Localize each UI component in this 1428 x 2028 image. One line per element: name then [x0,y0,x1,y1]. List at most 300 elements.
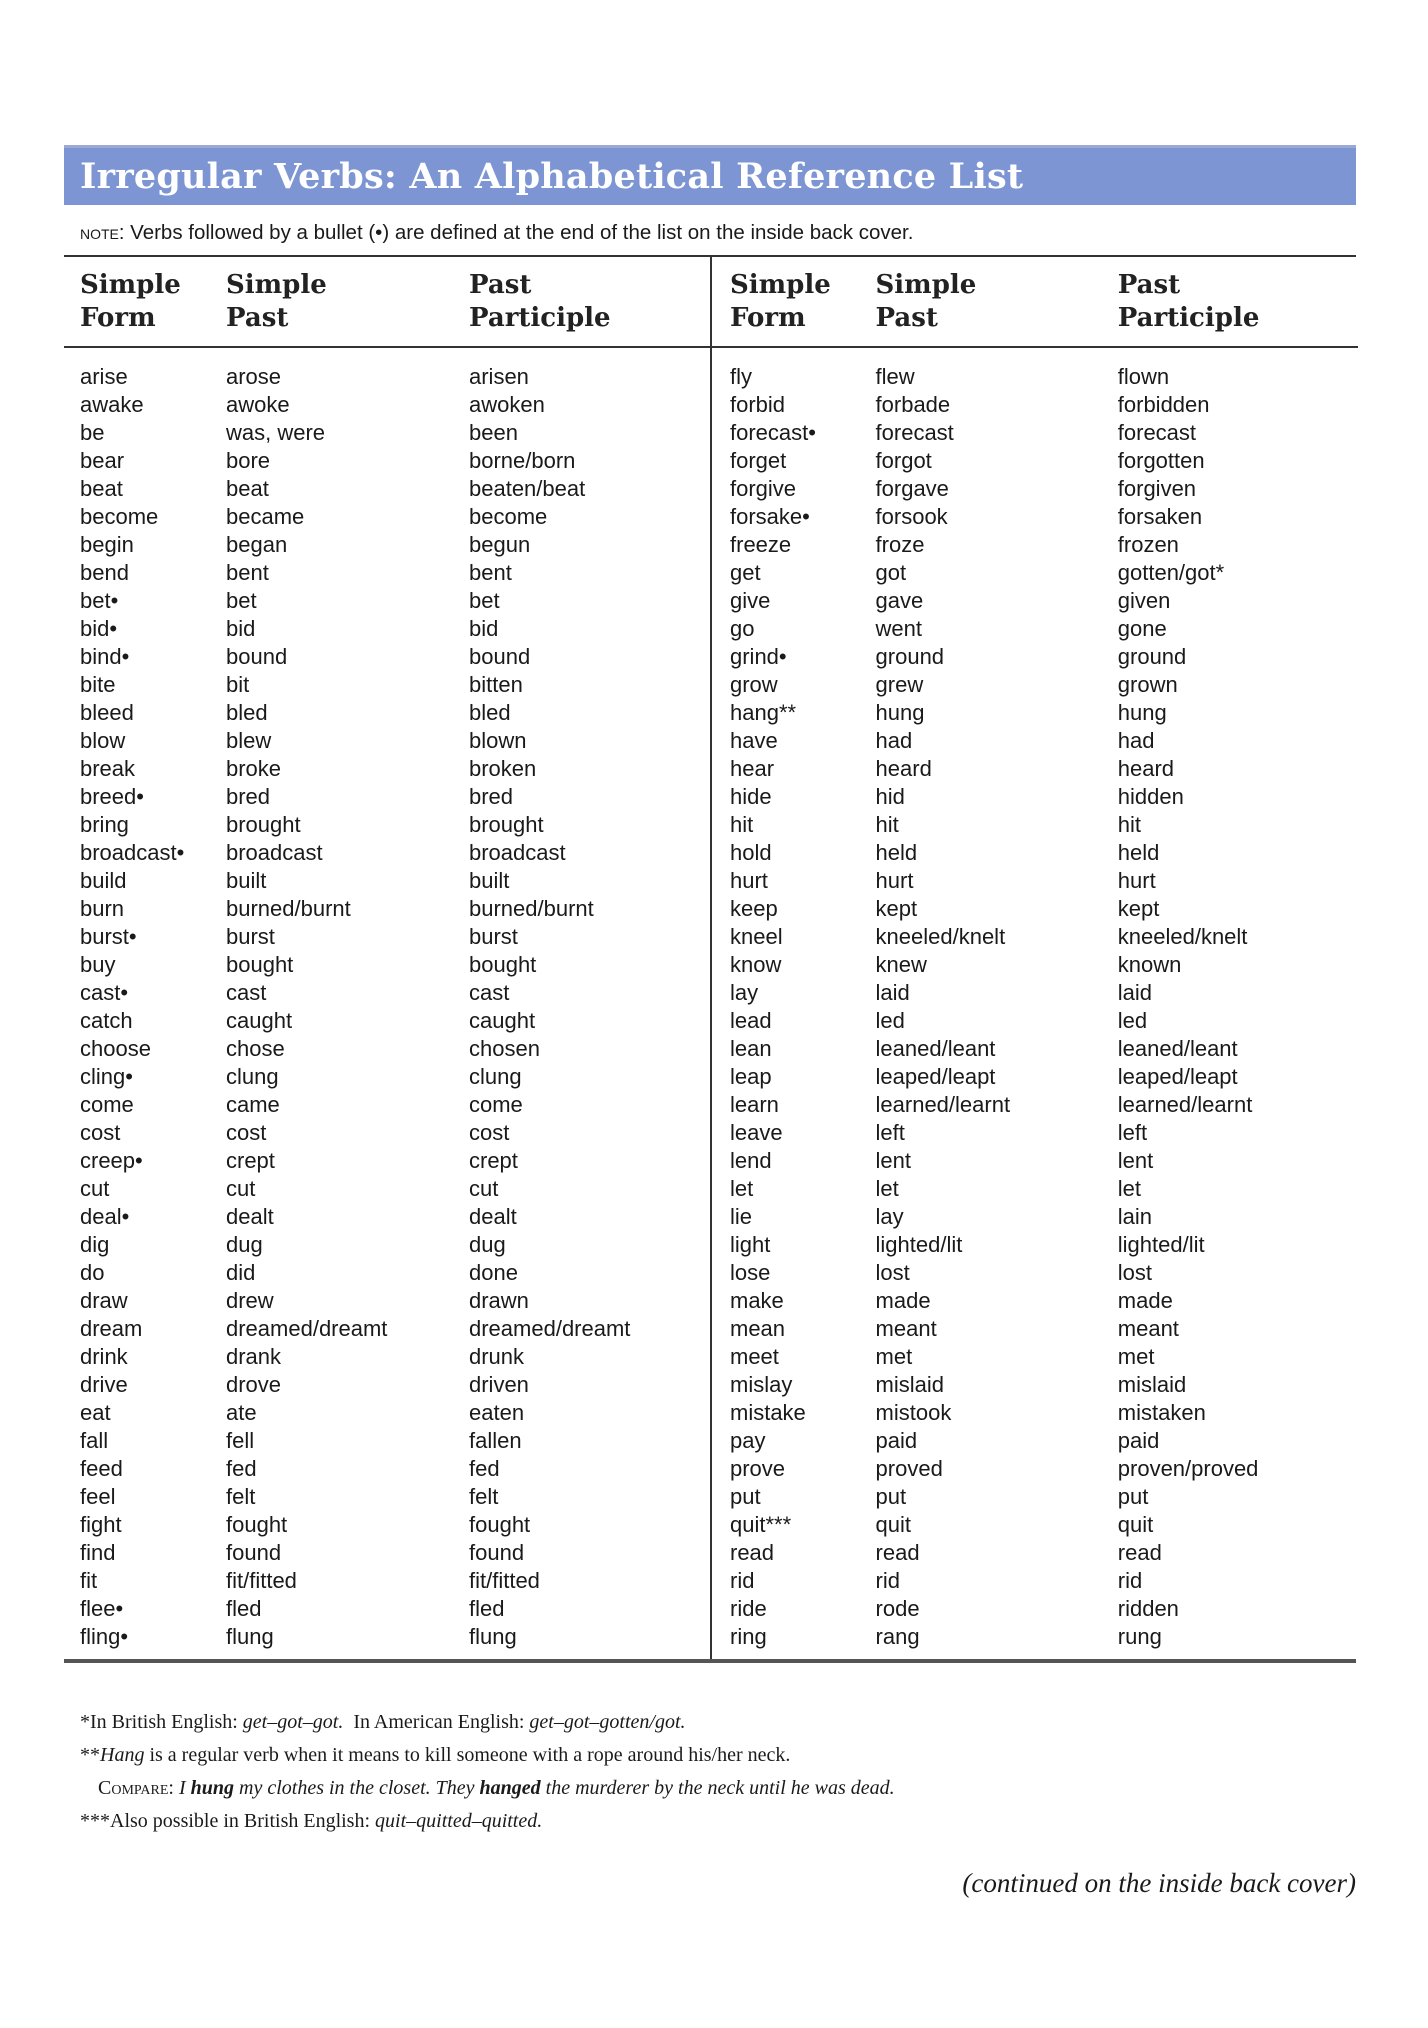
past-participle-cell: burned/burnt [469,896,594,921]
simple-past-cell: bred [226,784,271,809]
footnote-compare: Compare: I hung my clothes in the closet. They hanged the murderer by the neck until he was dead. [98,1777,895,1799]
past-participle-cell: lost [1117,1260,1153,1285]
past-participle-cell: read [1117,1540,1162,1565]
simple-past-cell: got [875,560,907,585]
simple-form-cell: dig [80,1232,110,1257]
past-participle-cell: dealt [469,1204,517,1229]
header-past-participle: Past Participle [469,270,611,333]
simple-form-cell: ride [730,1596,767,1621]
past-participle-cell: bent [469,560,512,585]
past-participle-cell: fallen [469,1428,522,1453]
simple-past-cell: fought [226,1512,288,1537]
past-participle-cell: bid [469,616,499,641]
simple-past-cell: gave [875,588,924,613]
table-row [712,503,1358,531]
simple-past-cell: drove [226,1372,282,1397]
simple-form-cell: broadcast• [80,840,185,865]
simple-form-cell: dream [80,1316,143,1341]
table-row [64,1287,710,1315]
simple-past-cell: held [875,840,918,865]
table-row [64,419,710,447]
page-title: Irregular Verbs: An Alphabetical Reference List [80,156,1024,197]
table-row [64,1007,710,1035]
past-participle-cell: broken [469,756,537,781]
past-participle-cell: heard [1117,756,1175,781]
past-participle-cell: kneeled/knelt [1117,924,1248,949]
simple-form-cell: arise [80,364,128,389]
bottom-rule [64,1659,1356,1663]
simple-past-cell: lay [875,1204,904,1229]
table-row [64,727,710,755]
past-participle-cell: eaten [469,1400,525,1425]
table-row [64,1231,710,1259]
table-row [64,643,710,671]
past-participle-cell: hung [1117,700,1167,725]
simple-form-cell: draw [80,1288,128,1313]
table-row [64,1399,710,1427]
simple-past-cell: read [875,1540,920,1565]
simple-form-cell: lie [730,1204,753,1229]
table-row [64,1483,710,1511]
past-participle-cell: flung [469,1624,517,1649]
table-row [712,1231,1358,1259]
simple-form-cell: grow [730,672,778,697]
simple-past-cell: proved [875,1456,943,1481]
past-participle-cell: fought [469,1512,531,1537]
past-participle-cell: come [469,1092,523,1117]
table-row [712,895,1358,923]
simple-past-cell: mistook [875,1400,952,1425]
simple-past-cell: flew [875,364,915,389]
verb-table-right [712,257,1358,1659]
past-participle-cell: let [1117,1176,1142,1201]
simple-past-cell: broadcast [226,840,323,865]
table-row [64,475,710,503]
table-row [712,783,1358,811]
simple-past-cell: burned/burnt [226,896,351,921]
table-row [712,531,1358,559]
table-row [64,1623,710,1651]
simple-form-cell: beat [80,476,123,501]
simple-past-cell: brought [226,812,301,837]
simple-past-cell: crept [226,1148,275,1173]
table-row [64,979,710,1007]
simple-past-cell: quit [875,1512,912,1537]
table-row [64,1175,710,1203]
table-header [712,257,1358,348]
simple-form-cell: have [730,728,778,753]
simple-past-cell: drank [226,1344,282,1369]
past-participle-cell: led [1117,1008,1148,1033]
simple-form-cell: drive [80,1372,128,1397]
simple-form-cell: read [730,1540,775,1565]
past-participle-cell: left [1117,1120,1148,1145]
simple-form-cell: bear [80,448,125,473]
simple-form-cell: cast• [80,980,129,1005]
note-line [64,205,1356,257]
table-row [712,447,1358,475]
table-row [712,1035,1358,1063]
simple-form-cell: mistake [730,1400,806,1425]
simple-past-cell: lighted/lit [875,1232,963,1257]
table-row [64,1455,710,1483]
simple-past-cell: built [226,868,267,893]
simple-past-cell: hid [875,784,905,809]
simple-form-cell: leave [730,1120,783,1145]
simple-past-cell: forbade [875,392,951,417]
past-participle-cell: bet [469,588,500,613]
past-participle-cell: awoken [469,392,545,417]
simple-past-cell: beat [226,476,269,501]
simple-past-cell: leaped/leapt [875,1064,996,1089]
simple-past-cell: rode [875,1596,920,1621]
simple-past-cell: forecast [875,420,954,445]
footnote-2: **Hang is a regular verb when it means to kill someone with a rope around his/her neck. [80,1744,791,1766]
simple-past-cell: laid [875,980,910,1005]
past-participle-cell: flown [1117,364,1170,389]
simple-form-cell: breed• [80,784,144,809]
past-participle-cell: done [469,1260,518,1285]
simple-past-cell: bound [226,644,288,669]
past-participle-cell: beaten/beat [469,476,586,501]
simple-form-cell: kneel [730,924,783,949]
table-row [64,587,710,615]
simple-form-cell: ring [730,1624,767,1649]
simple-form-cell: catch [80,1008,133,1033]
past-participle-cell: hurt [1117,868,1156,893]
past-participle-cell: cast [469,980,510,1005]
table-row [712,1287,1358,1315]
past-participle-cell: broadcast [469,840,566,865]
simple-form-cell: fit [80,1568,98,1593]
simple-form-cell: bleed [80,700,134,725]
simple-form-cell: meet [730,1344,779,1369]
simple-form-cell: keep [730,896,778,921]
table-row [64,531,710,559]
table-row [712,1315,1358,1343]
simple-past-cell: felt [226,1484,256,1509]
table-row [712,1399,1358,1427]
simple-form-cell: prove [730,1456,786,1481]
table-row [64,783,710,811]
past-participle-cell: bound [469,644,531,669]
simple-past-cell: dug [226,1232,263,1257]
simple-past-cell: awoke [226,392,290,417]
simple-form-cell: freeze [730,532,792,557]
past-participle-cell: dreamed/dreamt [469,1316,631,1341]
simple-past-cell: bent [226,560,269,585]
simple-past-cell: made [875,1288,931,1313]
simple-past-cell: learned/learnt [875,1092,1011,1117]
simple-form-cell: buy [80,952,116,977]
simple-form-cell: become [80,504,159,529]
simple-past-cell: mislaid [875,1372,944,1397]
past-participle-cell: chosen [469,1036,540,1061]
table-row [712,1343,1358,1371]
past-participle-cell: forgiven [1117,476,1197,501]
simple-past-cell: had [875,728,913,753]
past-participle-cell: quit [1117,1512,1154,1537]
past-participle-cell: fled [469,1596,505,1621]
simple-past-cell: broke [226,756,282,781]
simple-past-cell: lent [875,1148,912,1173]
past-participle-cell: borne/born [469,448,576,473]
footnote-3: ***Also possible in British English: quit–quitted–quitted. [80,1810,543,1832]
table-row [64,447,710,475]
simple-past-cell: rang [875,1624,920,1649]
past-participle-cell: begun [469,532,531,557]
past-participle-cell: meant [1117,1316,1179,1341]
simple-form-cell: build [80,868,127,893]
simple-past-cell: went [875,616,923,641]
table-row [64,1203,710,1231]
simple-form-cell: bind• [80,644,130,669]
simple-form-cell: get [730,560,761,585]
table-row [64,671,710,699]
simple-form-cell: choose [80,1036,151,1061]
table-row [712,1063,1358,1091]
past-participle-cell: paid [1117,1428,1160,1453]
table-row [64,951,710,979]
simple-form-cell: mean [730,1316,786,1341]
table-row [712,615,1358,643]
simple-past-cell: chose [226,1036,285,1061]
simple-form-cell: hit [730,812,754,837]
past-participle-cell: caught [469,1008,536,1033]
simple-past-cell: hit [875,812,899,837]
simple-past-cell: cost [226,1120,267,1145]
table-row [64,1035,710,1063]
table-row [712,363,1358,391]
simple-form-cell: know [730,952,782,977]
simple-form-cell: forget [730,448,787,473]
simple-past-cell: fit/fitted [226,1568,297,1593]
table-row [712,1539,1358,1567]
simple-past-cell: cut [226,1176,256,1201]
table-row [712,419,1358,447]
table-row [712,559,1358,587]
past-participle-cell: grown [1117,672,1178,697]
table-row [712,1175,1358,1203]
past-participle-cell: frozen [1117,532,1179,557]
past-participle-cell: dug [469,1232,506,1257]
simple-form-cell: lend [730,1148,772,1173]
past-participle-cell: rung [1117,1624,1162,1649]
table-row [712,1119,1358,1147]
past-participle-cell: brought [469,812,544,837]
table-row [64,559,710,587]
past-participle-cell: met [1117,1344,1155,1369]
simple-past-cell: blew [226,728,272,753]
past-participle-cell: lain [1117,1204,1153,1229]
simple-past-cell: forgave [875,476,949,501]
past-participle-cell: known [1117,952,1182,977]
simple-form-cell: grind• [730,644,787,669]
simple-past-cell: burst [226,924,275,949]
simple-form-cell: rid [730,1568,755,1593]
simple-past-cell: knew [875,952,927,977]
simple-form-cell: burn [80,896,125,921]
simple-past-cell: fell [226,1428,255,1453]
simple-form-cell: forsake• [730,504,810,529]
simple-past-cell: leaned/leant [875,1036,996,1061]
past-participle-cell: kept [1117,896,1160,921]
simple-past-cell: bore [226,448,271,473]
past-participle-cell: drunk [469,1344,525,1369]
simple-form-cell: feed [80,1456,123,1481]
past-participle-cell: drawn [469,1288,529,1313]
table-row [712,1371,1358,1399]
header-past-participle: Past Participle [1117,270,1260,333]
past-participle-cell: clung [469,1064,522,1089]
continued-note: (continued on the inside back cover) [962,1868,1356,1898]
table-row [712,587,1358,615]
table-row [64,1595,710,1623]
table-row [712,1427,1358,1455]
simple-form-cell: cost [80,1120,121,1145]
table-row [64,1063,710,1091]
simple-form-cell: find [80,1540,116,1565]
simple-form-cell: bid• [80,616,118,641]
past-participle-cell: hit [1117,812,1142,837]
table-row [712,1595,1358,1623]
simple-past-cell: bought [226,952,294,977]
past-participle-cell: lent [1117,1148,1154,1173]
simple-form-cell: learn [730,1092,779,1117]
past-participle-cell: burst [469,924,518,949]
simple-form-cell: quit*** [730,1512,792,1537]
simple-form-cell: creep• [80,1148,143,1173]
simple-past-cell: grew [875,672,924,697]
simple-form-cell: mislay [730,1372,793,1397]
simple-form-cell: awake [80,392,144,417]
past-participle-cell: built [469,868,510,893]
past-participle-cell: forbidden [1117,392,1210,417]
simple-form-cell: break [80,756,136,781]
footnote-1: *In British English: get–got–got. In American English: get–got–gotten/got. [80,1711,686,1733]
table-row [64,1539,710,1567]
simple-form-cell: forbid [730,392,786,417]
simple-past-cell: fled [226,1596,262,1621]
simple-form-cell: let [730,1176,754,1201]
past-participle-cell: been [469,420,518,445]
past-participle-cell: ground [1117,644,1187,669]
table-row [712,1511,1358,1539]
simple-past-cell: began [226,532,288,557]
past-participle-cell: bought [469,952,537,977]
simple-past-cell: flung [226,1624,274,1649]
simple-form-cell: deal• [80,1204,130,1229]
table-row [712,923,1358,951]
simple-form-cell: bet• [80,588,119,613]
table-row [64,503,710,531]
table-row [64,363,710,391]
table-row [712,951,1358,979]
past-participle-cell: blown [469,728,527,753]
simple-past-cell: forgot [875,448,932,473]
verb-table-left [64,257,712,1659]
title-bar [64,145,1356,205]
simple-form-cell: make [730,1288,784,1313]
simple-past-cell: bled [226,700,268,725]
past-participle-cell: given [1117,588,1171,613]
past-participle-cell: become [469,504,548,529]
simple-form-cell: fling• [80,1624,129,1649]
table-row [712,699,1358,727]
table-row [712,1007,1358,1035]
simple-past-cell: hung [875,700,925,725]
simple-form-cell: do [80,1260,105,1285]
header-simple-form: Simple Form [80,270,181,333]
table-row [64,1315,710,1343]
past-participle-cell: felt [469,1484,499,1509]
simple-past-cell: met [875,1344,913,1369]
simple-past-cell: lost [875,1260,910,1285]
verb-tables [64,257,1356,1659]
footnotes [80,1706,895,1838]
simple-past-cell: clung [226,1064,279,1089]
past-participle-cell: lighted/lit [1117,1232,1205,1257]
simple-past-cell: forsook [875,504,948,529]
simple-form-cell: fight [80,1512,122,1537]
simple-past-cell: bid [226,616,256,641]
past-participle-cell: ridden [1117,1596,1179,1621]
simple-past-cell: dreamed/dreamt [226,1316,388,1341]
past-participle-cell: cut [469,1176,499,1201]
past-participle-cell: bitten [469,672,523,697]
past-participle-cell: laid [1117,980,1153,1005]
past-participle-cell: mislaid [1117,1372,1187,1397]
past-participle-cell: rid [1117,1568,1143,1593]
simple-form-cell: forgive [730,476,797,501]
table-row [64,1511,710,1539]
past-participle-cell: driven [469,1372,529,1397]
table-row [64,867,710,895]
table-row [64,1567,710,1595]
simple-form-cell: be [80,420,105,445]
past-participle-cell: hidden [1117,784,1184,809]
past-participle-cell: cost [469,1120,510,1145]
table-row [64,895,710,923]
table-row [712,1623,1358,1651]
table-row [64,615,710,643]
table-row [712,1147,1358,1175]
simple-form-cell: flee• [80,1596,124,1621]
header-simple-form: Simple Form [730,270,831,333]
simple-past-cell: bit [226,672,250,697]
past-participle-cell: put [1117,1484,1149,1509]
simple-form-cell: fall [80,1428,109,1453]
table-row [64,1259,710,1287]
simple-form-cell: eat [80,1400,111,1425]
table-header [64,257,710,348]
table-row [64,1147,710,1175]
past-participle-cell: proven/proved [1117,1456,1259,1481]
simple-past-cell: ate [226,1400,257,1425]
simple-form-cell: leap [730,1064,772,1089]
past-participle-cell: forsaken [1117,504,1203,529]
simple-past-cell: left [875,1120,905,1145]
table-row [64,699,710,727]
table-row [64,1427,710,1455]
simple-past-cell: found [226,1540,282,1565]
simple-past-cell: became [226,504,305,529]
header-simple-past: Simple Past [226,270,327,333]
simple-past-cell: hurt [875,868,914,893]
table-row [712,391,1358,419]
simple-past-cell: came [226,1092,280,1117]
simple-form-cell: pay [730,1428,766,1453]
